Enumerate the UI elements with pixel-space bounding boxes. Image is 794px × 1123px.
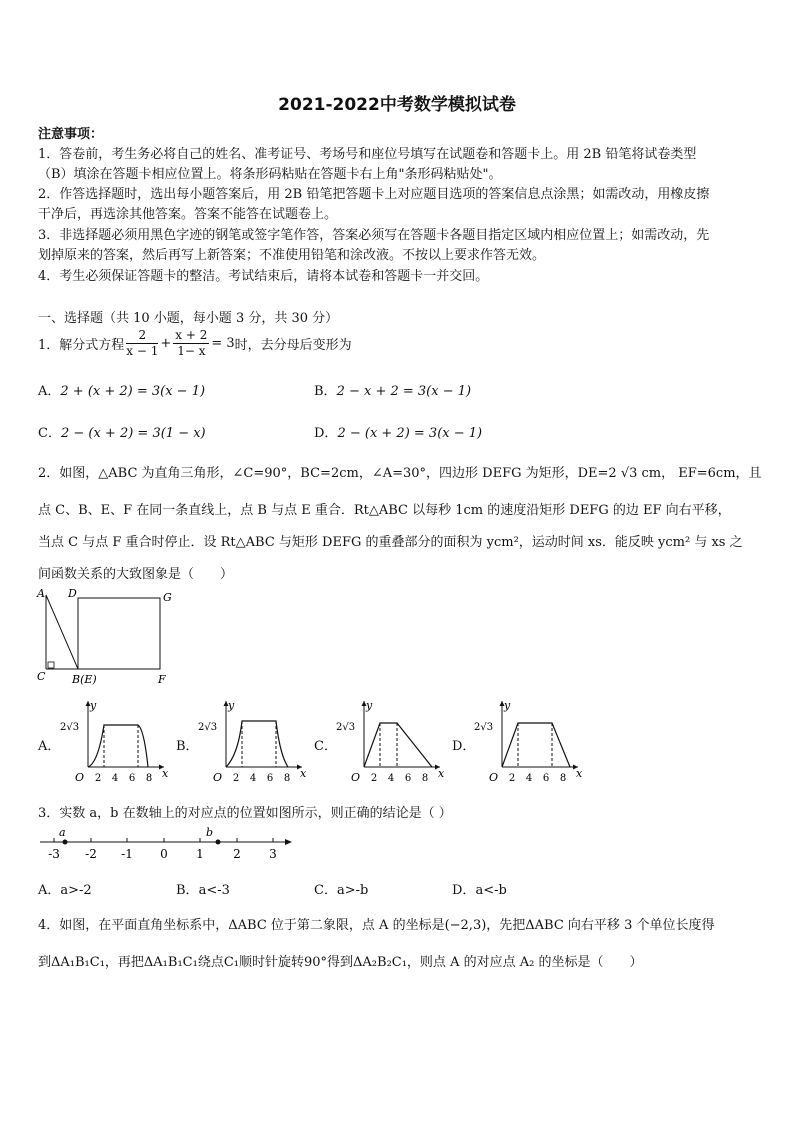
notice-line: 2．作答选择题时，选出每小题答案后，用 2B 铅笔把答题卡上对应题目选项的答案信息点涂黑；如需改动，用橡皮擦 bbox=[38, 187, 710, 202]
label-a: A bbox=[37, 587, 45, 600]
origin-label: O bbox=[75, 771, 85, 783]
q1-frac2-denominator: 1− x bbox=[177, 344, 206, 358]
function-curve bbox=[502, 723, 570, 767]
q3-text: 3．实数 a，b 在数轴上的对应点的位置如图所示，则正确的结论是（ ） bbox=[38, 806, 452, 821]
option-label: C． bbox=[314, 883, 337, 898]
tick-label: 2 bbox=[233, 847, 241, 861]
point-a-label: a bbox=[59, 826, 66, 839]
q3-option-a bbox=[38, 879, 92, 898]
y-axis-label: y bbox=[504, 699, 511, 712]
tick-label: 3 bbox=[269, 847, 277, 861]
x-tick-label: 4 bbox=[525, 773, 533, 783]
q1-suffix: 时，去分母后变形为 bbox=[234, 338, 352, 353]
x-tick-label: 4 bbox=[111, 773, 119, 783]
label-c: C bbox=[37, 670, 46, 683]
option-label: B． bbox=[314, 384, 337, 399]
label-f: F bbox=[158, 673, 166, 686]
q1-plus: + bbox=[160, 336, 172, 351]
x-axis-label: x bbox=[162, 767, 169, 780]
point-b-label: b bbox=[206, 826, 214, 839]
q2-line: 点 C、B、E、F 在同一条直线上，点 B 与点 E 重合．Rt△ABC 以每秒 1cm 的速度沿矩形 DEFG 的边 EF 向右平移， bbox=[38, 503, 731, 518]
rectangle-defg bbox=[78, 598, 160, 669]
notice-line: 4．考生必须保证答题卡的整洁。考试结束后，请将本试卷和答题卡一并交回。 bbox=[38, 269, 489, 284]
question-1 bbox=[38, 328, 352, 359]
option-text: 2 + (x + 2) = 3(x − 1) bbox=[60, 384, 206, 399]
option-text: a>-b bbox=[336, 883, 369, 898]
q4-line: 到ΔA₁B₁C₁，再把ΔA₁B₁C₁绕点C₁顺时针旋转90°得到ΔA₂B₂C₁，则点 A 的对应点 A₂ 的坐标是（ ） bbox=[38, 955, 643, 970]
option-text: 2 − (x + 2) = 3(1 − x) bbox=[60, 426, 206, 441]
notice-line: 划掉原来的答案，然后再写上新答案；不准使用铅笔和涂改液。不按以上要求作答无效。 bbox=[38, 248, 546, 263]
q2-line: 当点 C 与点 F 重合时停止．设 Rt△ABC 与矩形 DEFG 的重叠部分的面积为 ycm²，运动时间 xs．能反映 ycm² 与 xs 之 bbox=[38, 535, 743, 550]
option-text: a<-b bbox=[475, 883, 507, 898]
q1-frac1-denominator: x − 1 bbox=[126, 344, 159, 358]
x-tick-label: 6 bbox=[266, 773, 274, 783]
y-axis-label: y bbox=[366, 699, 373, 712]
function-curve bbox=[226, 721, 288, 767]
label-b-e: B(E) bbox=[72, 673, 97, 686]
x-tick-label: 8 bbox=[283, 773, 291, 783]
origin-label: O bbox=[351, 771, 361, 783]
tick-label: 1 bbox=[196, 847, 204, 861]
option-label: C． bbox=[38, 426, 61, 441]
function-curve bbox=[88, 725, 148, 767]
notice-line: 3．非选择题必须用黑色字迹的钢笔或签字笔作答，答案必须写在答题卡各题目指定区域内相应位置上；如需改动，先 bbox=[38, 228, 710, 243]
option-label: B． bbox=[176, 883, 199, 898]
x-axis-label: x bbox=[576, 767, 583, 780]
x-tick-label: 6 bbox=[128, 773, 136, 783]
x-tick-label: 2 bbox=[370, 773, 378, 783]
x-tick-label: 8 bbox=[145, 773, 153, 783]
q2-line: 2．如图，△ABC 为直角三角形，∠C=90°，BC=2cm，∠A=30°，四边形 DEFG 为矩形，DE=2 √3 cm， EF=6cm，且 bbox=[38, 466, 762, 481]
q1-frac1-numerator: 2 bbox=[126, 328, 158, 344]
q3-option-d bbox=[452, 879, 507, 898]
q2-triangle-rectangle-figure bbox=[34, 585, 184, 687]
x-tick-label: 2 bbox=[232, 773, 240, 783]
q1-fraction-1 bbox=[126, 328, 158, 359]
y-tick-label: 2√3 bbox=[336, 722, 356, 733]
arrow-icon bbox=[285, 839, 292, 845]
q4-line: 4．如图，在平面直角坐标系中，ΔABC 位于第二象限，点 A 的坐标是(−2,3)，先把ΔABC 向右平移 3 个单位长度得 bbox=[38, 918, 715, 933]
x-tick-label: 4 bbox=[249, 773, 257, 783]
y-axis-label: y bbox=[228, 699, 235, 712]
q1-option-d bbox=[314, 422, 482, 441]
option-text: 2 − x + 2 = 3(x − 1) bbox=[336, 384, 472, 399]
q3-option-c bbox=[314, 879, 368, 898]
option-text: 2 − (x + 2) = 3(x − 1) bbox=[337, 426, 483, 441]
q2-option-b-label: B． bbox=[176, 739, 199, 754]
tick-label: 0 bbox=[160, 847, 168, 861]
option-label: D． bbox=[314, 426, 338, 441]
q2-option-a-label: A． bbox=[38, 739, 61, 754]
option-text: a<-3 bbox=[198, 883, 230, 898]
right-angle-mark bbox=[48, 662, 54, 668]
option-label: D． bbox=[452, 883, 476, 898]
q1-option-b bbox=[314, 380, 471, 399]
q1-frac2-numerator: x + 2 bbox=[175, 328, 208, 342]
section-heading: 一、选择题（共 10 小题，每小题 3 分，共 30 分） bbox=[38, 311, 339, 326]
tick-label: -2 bbox=[85, 847, 97, 861]
side-ab bbox=[46, 595, 78, 669]
label-g: G bbox=[163, 591, 172, 604]
notice-line: 1．答卷前，考生务必将自己的姓名、准考证号、考场号和座位号填写在试题卷和答题卡上。用 2B 铅笔将试卷类型 bbox=[38, 147, 697, 162]
x-axis-label: x bbox=[300, 767, 307, 780]
point-a bbox=[63, 840, 68, 845]
tick-label: -1 bbox=[121, 847, 133, 861]
x-tick-label: 6 bbox=[542, 773, 550, 783]
q1-option-a bbox=[38, 380, 205, 399]
option-text: a>-2 bbox=[60, 883, 92, 898]
notice-heading: 注意事项： bbox=[38, 127, 104, 142]
q2-graph-b bbox=[198, 695, 310, 783]
x-axis-label: x bbox=[438, 767, 445, 780]
q1-prefix: 1．解分式方程 bbox=[38, 338, 125, 353]
x-tick-label: 2 bbox=[94, 773, 102, 783]
x-tick-label: 6 bbox=[404, 773, 412, 783]
option-label: A． bbox=[38, 384, 61, 399]
x-tick-label: 4 bbox=[387, 773, 395, 783]
option-label: A． bbox=[38, 883, 61, 898]
origin-label: O bbox=[489, 771, 499, 783]
q1-option-c bbox=[38, 422, 206, 441]
x-tick-label: 8 bbox=[559, 773, 567, 783]
function-curve bbox=[364, 723, 432, 767]
axes bbox=[86, 701, 165, 770]
q1-equals: = 3 bbox=[211, 336, 235, 351]
q2-line: 间函数关系的大致图象是（ ） bbox=[38, 567, 234, 582]
q3-number-line bbox=[36, 826, 296, 866]
page-title: 2021-2022中考数学模拟试卷 bbox=[278, 95, 516, 115]
q2-graph-c bbox=[336, 695, 448, 783]
q2-option-c-label: C． bbox=[314, 739, 337, 754]
x-tick-label: 8 bbox=[421, 773, 429, 783]
y-tick-label: 2√3 bbox=[60, 722, 80, 733]
notice-line: （B）填涂在答题卡相应位置上。将条形码粘贴在答题卡右上角"条形码粘贴处"。 bbox=[38, 167, 502, 182]
q2-option-d-label: D． bbox=[452, 739, 476, 754]
point-b bbox=[216, 840, 221, 845]
label-d: D bbox=[68, 587, 77, 600]
y-axis-label: y bbox=[90, 699, 97, 712]
notice-line: 干净后，再选涂其他答案。答案不能答在试题卷上。 bbox=[38, 207, 338, 222]
tick-label: -3 bbox=[48, 847, 60, 861]
q2-graph-a bbox=[60, 695, 172, 783]
x-tick-label: 2 bbox=[508, 773, 516, 783]
q3-option-b bbox=[176, 879, 230, 898]
q1-fraction-2 bbox=[173, 328, 209, 359]
y-tick-label: 2√3 bbox=[474, 722, 494, 733]
q2-graph-d bbox=[474, 695, 586, 783]
y-tick-label: 2√3 bbox=[198, 722, 218, 733]
origin-label: O bbox=[213, 771, 223, 783]
